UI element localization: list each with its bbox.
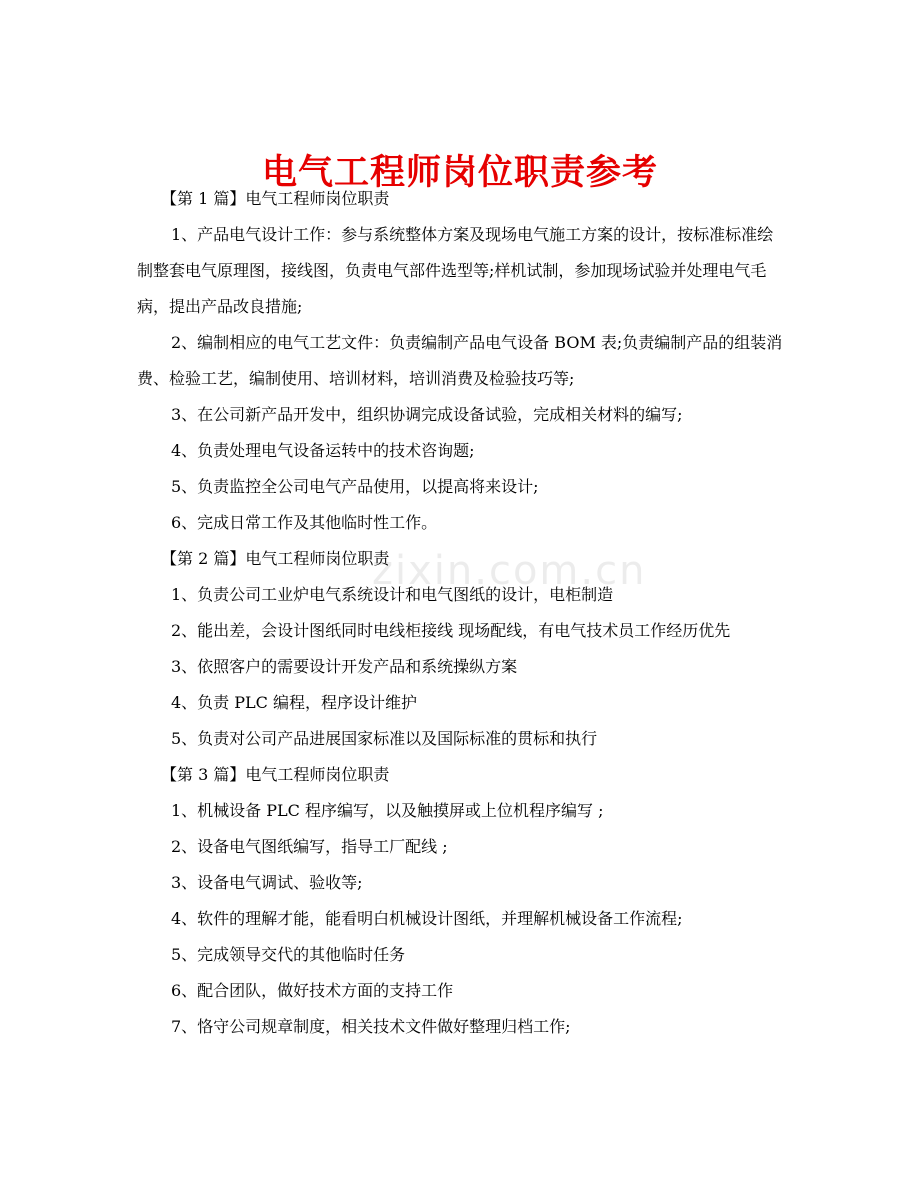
watermark: zixin.com.cn <box>372 548 647 594</box>
section-heading-3: 【第 3 篇】电气工程师岗位职责 <box>161 765 390 784</box>
duty-item: 1、负责公司工业炉电气系统设计和电气图纸的设计，电柜制造 <box>171 585 614 604</box>
duty-item: 3、在公司新产品开发中，组织协调完成设备试验，完成相关材料的编写; <box>171 405 683 424</box>
duty-item: 5、负责对公司产品进展国家标准以及国际标准的贯标和执行 <box>171 729 598 748</box>
duty-item: 2、编制相应的电气工艺文件：负责编制产品电气设备 BOM 表;负责编制产品的组装消费、检验工艺，编制使用、培训材料，培训消费及检验技巧等; <box>137 333 783 388</box>
duty-item: 5、负责监控全公司电气产品使用，以提高将来设计; <box>171 477 539 496</box>
document-body <box>137 181 787 1045</box>
page-title: 电气工程师岗位职责参考 <box>261 153 658 194</box>
duty-item: 3、依照客户的需要设计开发产品和系统操纵方案 <box>171 657 518 676</box>
duty-item: 1、机械设备 PLC 程序编写，以及触摸屏或上位机程序编写 ; <box>171 801 604 820</box>
section-heading-1: 【第 1 篇】电气工程师岗位职责 <box>161 189 390 208</box>
duty-item: 1、产品电气设计工作：参与系统整体方案及现场电气施工方案的设计，按标准标准绘制整套电气原理图，接线图，负责电气部件选型等;样机试制，参加现场试验并处理电气毛病，提出产品改良措施; <box>137 225 774 316</box>
duty-item: 6、完成日常工作及其他临时性工作。 <box>171 513 438 532</box>
duty-item: 6、配合团队，做好技术方面的支持工作 <box>171 981 454 1000</box>
duty-item: 4、软件的理解才能，能看明白机械设计图纸，并理解机械设备工作流程; <box>171 909 683 928</box>
duty-item: 4、负责 PLC 编程，程序设计维护 <box>171 693 417 712</box>
duty-item: 2、能出差，会设计图纸同时电线柜接线 现场配线，有电气技术员工作经历优先 <box>171 621 731 640</box>
section-heading-2: 【第 2 篇】电气工程师岗位职责 <box>161 549 390 568</box>
duty-item: 4、负责处理电气设备运转中的技术咨询题; <box>171 441 475 460</box>
duty-item: 5、完成领导交代的其他临时任务 <box>171 945 406 964</box>
duty-item: 2、设备电气图纸编写，指导工厂配线 ; <box>171 837 448 856</box>
duty-item: 3、设备电气调试、验收等; <box>171 873 363 892</box>
duty-item: 7、恪守公司规章制度，相关技术文件做好整理归档工作; <box>171 1017 571 1036</box>
